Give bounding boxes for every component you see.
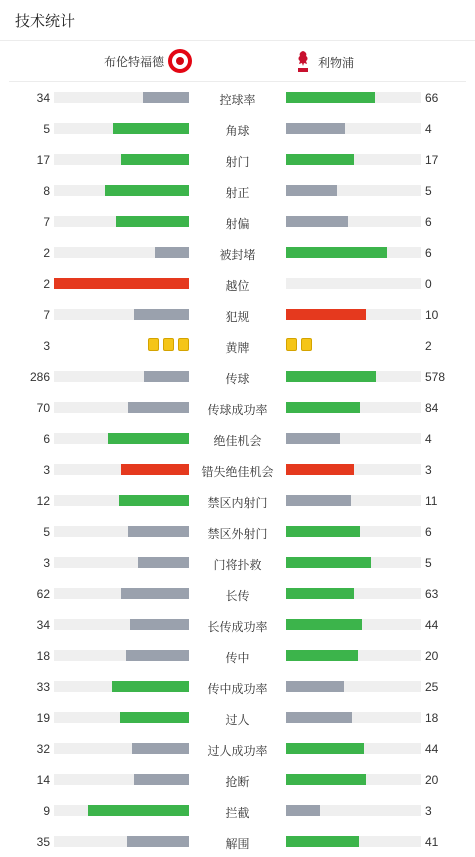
home-value: 12 bbox=[36, 494, 50, 508]
stat-row bbox=[0, 237, 475, 268]
home-bar bbox=[54, 185, 189, 196]
away-value: 66 bbox=[425, 91, 439, 105]
away-bar bbox=[286, 123, 421, 134]
away-value: 41 bbox=[425, 835, 439, 849]
stat-row bbox=[0, 175, 475, 206]
home-value: 286 bbox=[29, 370, 50, 384]
stat-label: 射门 bbox=[225, 155, 250, 169]
stat-row bbox=[0, 547, 475, 578]
home-bar-fill bbox=[155, 247, 189, 258]
stat-label: 黄牌 bbox=[225, 341, 250, 355]
away-value: 25 bbox=[425, 680, 439, 694]
away-yellow-cards bbox=[286, 338, 312, 351]
home-value: 5 bbox=[43, 525, 50, 539]
away-value: 2 bbox=[425, 339, 432, 353]
stats-table bbox=[0, 82, 475, 857]
away-bar bbox=[286, 402, 421, 413]
away-value: 6 bbox=[425, 246, 432, 260]
home-bar-fill bbox=[119, 495, 189, 506]
home-value: 6 bbox=[43, 432, 50, 446]
stat-label: 传球成功率 bbox=[207, 403, 268, 417]
away-value: 3 bbox=[425, 804, 432, 818]
away-value: 3 bbox=[425, 463, 432, 477]
home-value: 2 bbox=[43, 246, 50, 260]
home-team-name: 布伦特福德 bbox=[103, 54, 164, 69]
home-value: 7 bbox=[43, 215, 50, 229]
stat-label: 绝佳机会 bbox=[213, 434, 262, 448]
away-bar bbox=[286, 650, 421, 661]
stat-label: 控球率 bbox=[219, 93, 256, 107]
yellow-card-icon bbox=[301, 338, 312, 351]
away-value: 4 bbox=[425, 432, 432, 446]
stat-label: 被封堵 bbox=[219, 248, 256, 262]
stat-label: 禁区外射门 bbox=[207, 527, 268, 541]
away-bar bbox=[286, 774, 421, 785]
home-bar bbox=[54, 805, 189, 816]
stat-row bbox=[0, 485, 475, 516]
stat-label: 传中 bbox=[225, 651, 250, 665]
stat-row bbox=[0, 609, 475, 640]
away-bar bbox=[286, 154, 421, 165]
away-bar-fill bbox=[286, 650, 358, 661]
stat-row bbox=[0, 702, 475, 733]
away-value: 44 bbox=[425, 618, 439, 632]
away-bar-fill bbox=[286, 123, 345, 134]
home-bar bbox=[54, 216, 189, 227]
stat-row bbox=[0, 361, 475, 392]
away-team-name: 利物浦 bbox=[318, 55, 355, 70]
stat-label: 传球 bbox=[225, 372, 250, 386]
home-value: 8 bbox=[43, 184, 50, 198]
home-bar bbox=[54, 712, 189, 723]
away-value: 10 bbox=[425, 308, 439, 322]
home-bar bbox=[54, 650, 189, 661]
away-bar-fill bbox=[286, 836, 359, 847]
stat-row bbox=[0, 206, 475, 237]
home-bar-fill bbox=[132, 743, 189, 754]
stat-label: 传中成功率 bbox=[207, 682, 268, 696]
away-bar-fill bbox=[286, 92, 375, 103]
away-bar-fill bbox=[286, 805, 320, 816]
stat-label: 禁区内射门 bbox=[207, 496, 268, 510]
yellow-card-icon bbox=[178, 338, 189, 351]
away-bar-fill bbox=[286, 185, 337, 196]
home-bar bbox=[54, 774, 189, 785]
stat-label: 拦截 bbox=[225, 806, 250, 820]
home-bar-fill bbox=[112, 681, 189, 692]
home-value: 18 bbox=[36, 649, 50, 663]
stat-label: 门将扑救 bbox=[213, 558, 262, 572]
away-bar bbox=[286, 681, 421, 692]
away-bar bbox=[286, 92, 421, 103]
away-value: 6 bbox=[425, 215, 432, 229]
stat-row bbox=[0, 82, 475, 113]
stat-row bbox=[0, 671, 475, 702]
stat-row bbox=[0, 516, 475, 547]
home-bar bbox=[54, 123, 189, 134]
home-value: 3 bbox=[43, 463, 50, 477]
stat-label: 犯规 bbox=[225, 310, 250, 324]
away-bar bbox=[286, 526, 421, 537]
stat-row bbox=[0, 144, 475, 175]
away-bar-fill bbox=[286, 681, 344, 692]
home-value: 70 bbox=[36, 401, 50, 415]
away-bar bbox=[286, 712, 421, 723]
away-value: 0 bbox=[425, 277, 432, 291]
away-bar-fill bbox=[286, 774, 366, 785]
home-bar bbox=[54, 92, 189, 103]
away-value: 20 bbox=[425, 649, 439, 663]
home-bar-fill bbox=[130, 619, 189, 630]
home-value: 32 bbox=[36, 742, 50, 756]
away-bar bbox=[286, 433, 421, 444]
away-bar-fill bbox=[286, 557, 371, 568]
away-bar-fill bbox=[286, 495, 351, 506]
stat-label: 射正 bbox=[225, 186, 250, 200]
stat-label: 抢断 bbox=[225, 775, 250, 789]
home-value: 17 bbox=[36, 153, 50, 167]
away-bar-fill bbox=[286, 619, 362, 630]
home-bar-fill bbox=[144, 371, 189, 382]
home-value: 5 bbox=[43, 122, 50, 136]
away-value: 17 bbox=[425, 153, 439, 167]
away-bar bbox=[286, 805, 421, 816]
away-value: 578 bbox=[425, 370, 446, 384]
stat-label: 越位 bbox=[225, 279, 250, 293]
away-bar-fill bbox=[286, 402, 360, 413]
home-value: 14 bbox=[36, 773, 50, 787]
stat-row bbox=[0, 795, 475, 826]
home-value: 62 bbox=[36, 587, 50, 601]
home-value: 19 bbox=[36, 711, 50, 725]
stat-row bbox=[0, 764, 475, 795]
home-yellow-cards bbox=[148, 338, 189, 351]
home-bar bbox=[54, 681, 189, 692]
home-bar-fill bbox=[127, 836, 189, 847]
home-value: 3 bbox=[43, 339, 50, 353]
home-value: 9 bbox=[43, 804, 50, 818]
home-bar-fill bbox=[121, 464, 189, 475]
away-team[interactable] bbox=[294, 49, 354, 75]
away-bar bbox=[286, 464, 421, 475]
stat-row bbox=[0, 299, 475, 330]
home-bar-fill bbox=[116, 216, 189, 227]
stat-label: 错失绝佳机会 bbox=[201, 465, 274, 479]
away-bar-fill bbox=[286, 309, 366, 320]
home-bar bbox=[54, 588, 189, 599]
stat-label: 长传成功率 bbox=[207, 620, 268, 634]
away-bar bbox=[286, 588, 421, 599]
home-bar-fill bbox=[105, 185, 189, 196]
yellow-card-icon bbox=[163, 338, 174, 351]
home-bar-fill bbox=[108, 433, 189, 444]
home-bar-fill bbox=[143, 92, 189, 103]
away-bar-fill bbox=[286, 216, 348, 227]
page-title-text: 技术统计 bbox=[15, 12, 76, 30]
home-bar bbox=[54, 247, 189, 258]
stat-row bbox=[0, 330, 475, 361]
home-bar bbox=[54, 836, 189, 847]
stat-label: 过人成功率 bbox=[207, 744, 268, 758]
away-bar bbox=[286, 185, 421, 196]
away-bar bbox=[286, 619, 421, 630]
stat-label: 解围 bbox=[225, 837, 250, 851]
stat-row bbox=[0, 640, 475, 671]
away-bar-fill bbox=[286, 433, 340, 444]
home-bar bbox=[54, 495, 189, 506]
yellow-card-icon bbox=[148, 338, 159, 351]
home-bar bbox=[54, 402, 189, 413]
stat-row bbox=[0, 826, 475, 857]
home-value: 34 bbox=[36, 618, 50, 632]
home-bar-fill bbox=[134, 774, 189, 785]
teams-header bbox=[9, 41, 466, 82]
home-bar bbox=[54, 619, 189, 630]
home-bar-fill bbox=[128, 402, 189, 413]
away-bar-fill bbox=[286, 526, 360, 537]
away-bar bbox=[286, 216, 421, 227]
away-value: 44 bbox=[425, 742, 439, 756]
home-bar-fill bbox=[128, 526, 189, 537]
home-value: 7 bbox=[43, 308, 50, 322]
away-value: 63 bbox=[425, 587, 439, 601]
home-value: 2 bbox=[43, 277, 50, 291]
home-bar-fill bbox=[121, 154, 189, 165]
stat-row bbox=[0, 268, 475, 299]
away-bar bbox=[286, 557, 421, 568]
away-bar-fill bbox=[286, 464, 354, 475]
brentford-crest-icon bbox=[168, 49, 192, 73]
stat-row bbox=[0, 392, 475, 423]
away-value: 18 bbox=[425, 711, 439, 725]
away-bar-fill bbox=[286, 712, 352, 723]
home-bar bbox=[54, 743, 189, 754]
home-bar-fill bbox=[113, 123, 189, 134]
away-bar-fill bbox=[286, 743, 364, 754]
page-title bbox=[0, 0, 475, 41]
home-bar-fill bbox=[134, 309, 189, 320]
stat-label: 过人 bbox=[225, 713, 250, 727]
home-bar-fill bbox=[138, 557, 189, 568]
stat-label: 射偏 bbox=[225, 217, 250, 231]
stat-label: 长传 bbox=[225, 589, 250, 603]
home-bar-fill bbox=[120, 712, 189, 723]
home-bar bbox=[54, 557, 189, 568]
away-value: 84 bbox=[425, 401, 439, 415]
stat-row bbox=[0, 733, 475, 764]
away-bar bbox=[286, 836, 421, 847]
away-value: 4 bbox=[425, 122, 432, 136]
away-bar-fill bbox=[286, 588, 354, 599]
home-bar-fill bbox=[121, 588, 189, 599]
home-bar-fill bbox=[54, 278, 189, 289]
home-value: 35 bbox=[36, 835, 50, 849]
away-value: 5 bbox=[425, 556, 432, 570]
away-bar-fill bbox=[286, 371, 376, 382]
away-bar bbox=[286, 247, 421, 258]
away-value: 5 bbox=[425, 184, 432, 198]
home-bar-fill bbox=[88, 805, 189, 816]
home-bar bbox=[54, 433, 189, 444]
home-bar bbox=[54, 278, 189, 289]
away-value: 11 bbox=[425, 494, 438, 508]
away-bar-fill bbox=[286, 154, 354, 165]
away-bar bbox=[286, 278, 421, 289]
away-bar bbox=[286, 495, 421, 506]
stat-label: 角球 bbox=[225, 124, 250, 138]
home-value: 34 bbox=[36, 91, 50, 105]
home-team[interactable] bbox=[104, 49, 192, 73]
stat-row bbox=[0, 578, 475, 609]
liverpool-crest-icon bbox=[294, 49, 312, 75]
stat-row bbox=[0, 423, 475, 454]
home-bar-fill bbox=[126, 650, 189, 661]
home-bar bbox=[54, 464, 189, 475]
stat-row bbox=[0, 454, 475, 485]
yellow-card-icon bbox=[286, 338, 297, 351]
away-value: 20 bbox=[425, 773, 439, 787]
away-value: 6 bbox=[425, 525, 432, 539]
away-bar bbox=[286, 371, 421, 382]
away-bar bbox=[286, 743, 421, 754]
stat-row bbox=[0, 113, 475, 144]
home-bar bbox=[54, 154, 189, 165]
home-value: 3 bbox=[43, 556, 50, 570]
home-value: 33 bbox=[36, 680, 50, 694]
away-bar-fill bbox=[286, 247, 387, 258]
home-bar bbox=[54, 371, 189, 382]
away-bar bbox=[286, 309, 421, 320]
home-bar bbox=[54, 309, 189, 320]
home-bar bbox=[54, 526, 189, 537]
